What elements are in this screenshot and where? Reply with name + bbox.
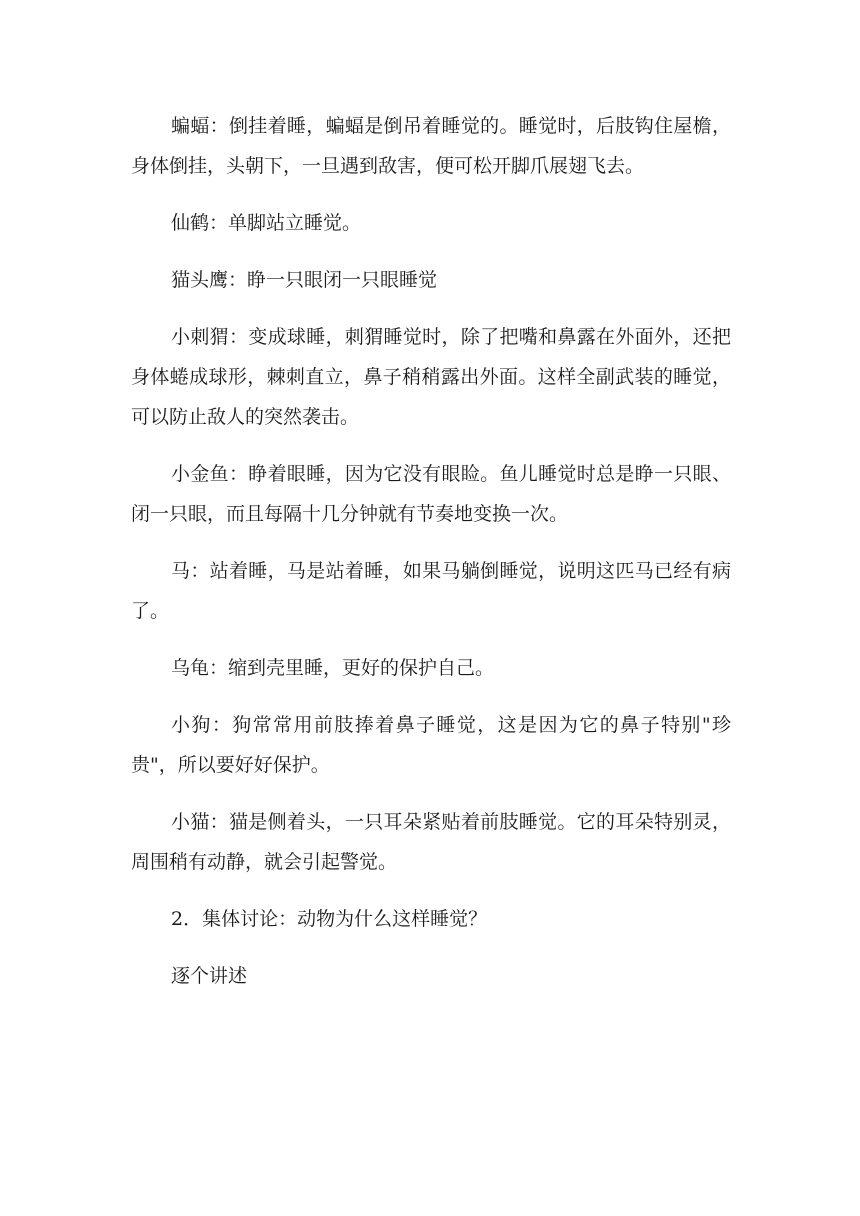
paragraph-owl: 猫头鹰：睁一只眼闭一只眼睡觉: [171, 269, 438, 291]
paragraph-hedgehog: 小刺猬：变成球睡，刺猬睡觉时，除了把嘴和鼻露在外面外，还把身体蜷成球形，棘刺直立，鼻子稍稍露出外面。这样全副武装的睡觉，可以防止敌人的突然袭击。: [131, 326, 731, 428]
paragraph-cat: 小猫：猫是侧着头，一只耳朵紧贴着前肢睡觉。它的耳朵特别灵，周围稍有动静，就会引起警觉。: [131, 811, 731, 873]
paragraph-bat: 蝙蝠：倒挂着睡，蝙蝠是倒吊着睡觉的。睡觉时，后肢钩住屋檐，身体倒挂，头朝下，一旦遇到敌害，便可松开脚爪展翅飞去。: [131, 115, 731, 177]
paragraph-crane: 仙鹤：单脚站立睡觉。: [171, 212, 362, 234]
paragraph-turtle: 乌龟：缩到壳里睡，更好的保护自己。: [171, 657, 495, 679]
paragraph-discussion: 2．集体讨论：动物为什么这样睡觉？: [171, 908, 488, 930]
document-body: [131, 106, 731, 1013]
paragraph-dog: 小狗：狗常常用前肢捧着鼻子睡觉，这是因为它的鼻子特别"珍贵"，所以要好好保护。: [131, 714, 731, 776]
paragraph-horse: 马：站着睡，马是站着睡，如果马躺倒睡觉，说明这匹马已经有病了。: [131, 560, 731, 622]
paragraph-goldfish: 小金鱼：睁着眼睡，因为它没有眼睑。鱼儿睡觉时总是睁一只眼、闭一只眼，而且每隔十几分钟就有节奏地变换一次。: [131, 463, 731, 525]
paragraph-narrate: 逐个讲述: [171, 965, 248, 987]
